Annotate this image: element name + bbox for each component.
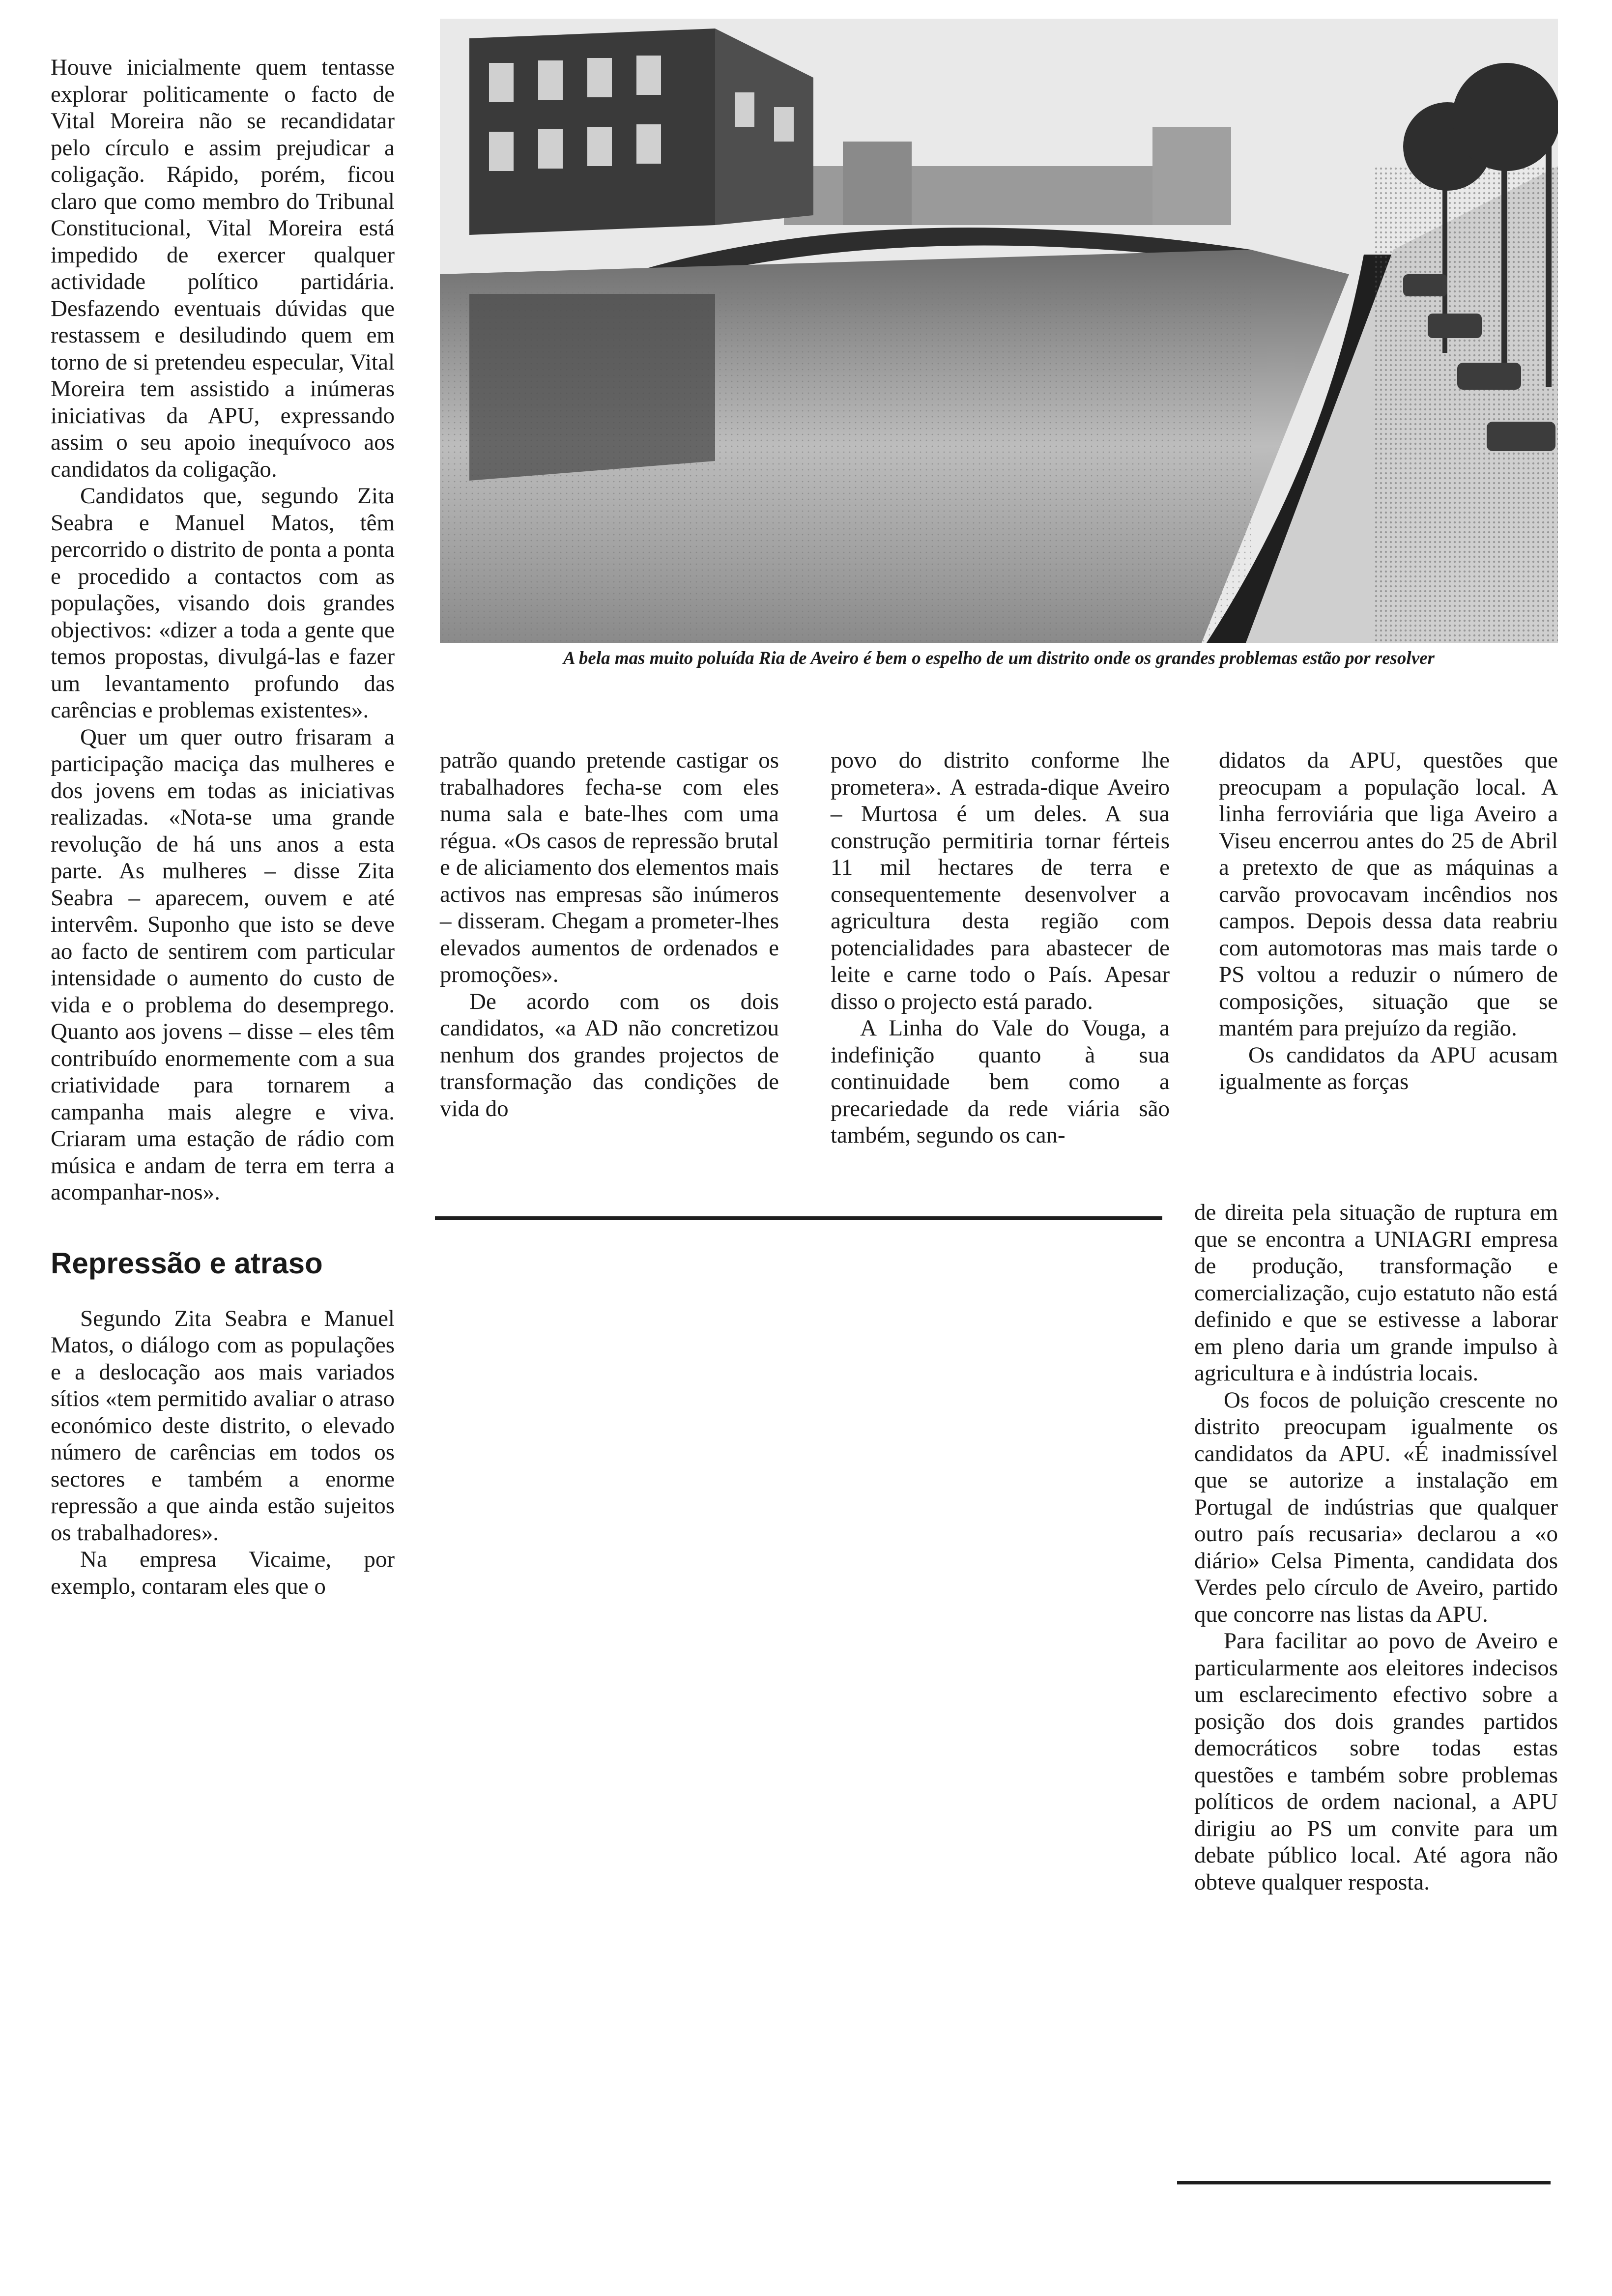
subheading: Repressão e atraso: [51, 1246, 323, 1280]
ria-de-aveiro-photo: [440, 19, 1558, 643]
article-end-rule: [1177, 2181, 1551, 2184]
paragraph: Os focos de poluição crescente no distrito preocupam igualmente os candidatos da APU. «É inadmissível que se autorize a instalação em Portugal de indústrias que qualquer outro país recusaria» declarou a «o diário» Celsa Pimenta, candidata dos Verdes pelo círculo de Aveiro, partido que concorre nas listas da APU.: [1194, 1387, 1558, 1627]
paragraph: didatos da APU, questões que preocupam a população local. A linha ferroviária que liga Aveiro a Viseu encerrou antes do 25 de Abril a pretexto de que as máquinas a carvão provocavam incêndios nos campos. Depois dessa data reabriu com automotoras mas mais tarde o PS voltou a reduzir o número de composições, situação que se mantém para prejuízo da região.: [1219, 747, 1558, 1041]
paragraph: Candidatos que, segundo Zita Seabra e Manuel Matos, têm percorrido o distrito de ponta a ponta e procedido a contactos com as populações, visando dois grandes objectivos: «dizer a toda a gente que temos propostas, divulgá-las e fazer um levantamento profundo das carências e problemas existentes».: [51, 483, 395, 723]
canal-scene-image: [440, 19, 1558, 643]
paragraph: povo do distrito conforme lhe prometera». A estrada-dique Aveiro – Murtosa é um deles. A sua construção permitiria tornar férteis 11 mil hectares de terra e consequentemente desenvolver a agricultura desta região com potencialidades para abastecer de leite e carne todo o País. Apesar disso o projecto está parado.: [831, 747, 1170, 1014]
paragraph: Quer um quer outro frisaram a participação maciça das mulheres e dos jovens em todas as iniciativas realizadas. «Nota-se uma grande revolução de há uns anos a esta parte. As mulheres – disse Zita Seabra – aparecem, ouvem e até intervêm. Suponho que isto se deve ao facto de sentirem com particular intensidade o aumento do custo de vida e o problema do desemprego. Quanto aos jovens – disse – eles têm contribuído enormemente com a sua criatividade para tornarem a campanha mais alegre e viva. Criaram uma estação de rádio com música e andam de terra em terra a acompanhar-nos».: [51, 724, 395, 1205]
paragraph: Para facilitar ao povo de Aveiro e particularmente aos eleitores indecisos um esclarecimento efectivo sobre a posição dos dois grandes partidos democráticos sobre todas estas questões e também sobre problemas políticos de ordem nacional, a APU dirigiu ao PS um convite para um debate público local. Até agora não obteve qualquer resposta.: [1194, 1628, 1558, 1895]
article-column-5: [1194, 1199, 1558, 1895]
photo-caption: A bela mas muito poluída Ria de Aveiro é bem o espelho de um distrito onde os grandes problemas estão por resolver: [563, 648, 1435, 668]
paragraph: De acordo com os dois candidatos, «a AD não concretizou nenhum dos grandes projectos de transformação das condições de vida do: [440, 988, 779, 1121]
article-column-1: [51, 54, 395, 1600]
paragraph: Segundo Zita Seabra e Manuel Matos, o diálogo com as populações e a deslocação aos mais variados sítios «tem permitido avaliar o atraso económico deste distrito, o elevado número de carências em todos os sectores e também a enorme repressão a que ainda estão sujeitos os trabalhadores».: [51, 1305, 395, 1546]
paragraph: Na empresa Vicaime, por exemplo, contaram eles que o: [51, 1547, 395, 1599]
paragraph: de direita pela situação de ruptura em que se encontra a UNIAGRI empresa de produção, transformação e comercialização, cujo estatuto não está definido e que se estivesse a laborar em pleno daria um grande impulso à agricultura e à indústria locais.: [1194, 1200, 1558, 1386]
paragraph: Houve inicialmente quem tentasse explorar politicamente o facto de Vital Moreira não se recandidatar pelo círculo e assim prejudicar a coligação. Rápido, porém, ficou claro que como membro do Tribunal Constitucional, Vital Moreira está impedido de exercer qualquer actividade político partidária. Desfazendo eventuais dúvidas que restassem e desiludindo quem em torno de si pretendeu especular, Vital Moreira tem assistido a inúmeras iniciativas da APU, expressando assim o seu apoio inequívoco aos candidatos da coligação.: [51, 55, 395, 482]
paragraph: patrão quando pretende castigar os trabalhadores fecha-se com eles numa sala e bate-lhes com uma régua. «Os casos de repressão brutal e de aliciamento dos elementos mais activos nas empresas são inúmeros – disseram. Chegam a prometer-lhes elevados aumentos de ordenados e promoções».: [440, 747, 779, 987]
paragraph: A Linha do Vale do Vouga, a indefinição quanto à sua continuidade bem como a precariedade da rede viária são também, segundo os can-: [831, 1015, 1170, 1148]
article-column-2: [440, 747, 779, 1122]
article-column-3: [831, 747, 1170, 1149]
article-column-4: [1219, 747, 1558, 1095]
paragraph: Os candidatos da APU acusam igualmente as forças: [1219, 1042, 1558, 1094]
section-divider: [435, 1216, 1162, 1220]
